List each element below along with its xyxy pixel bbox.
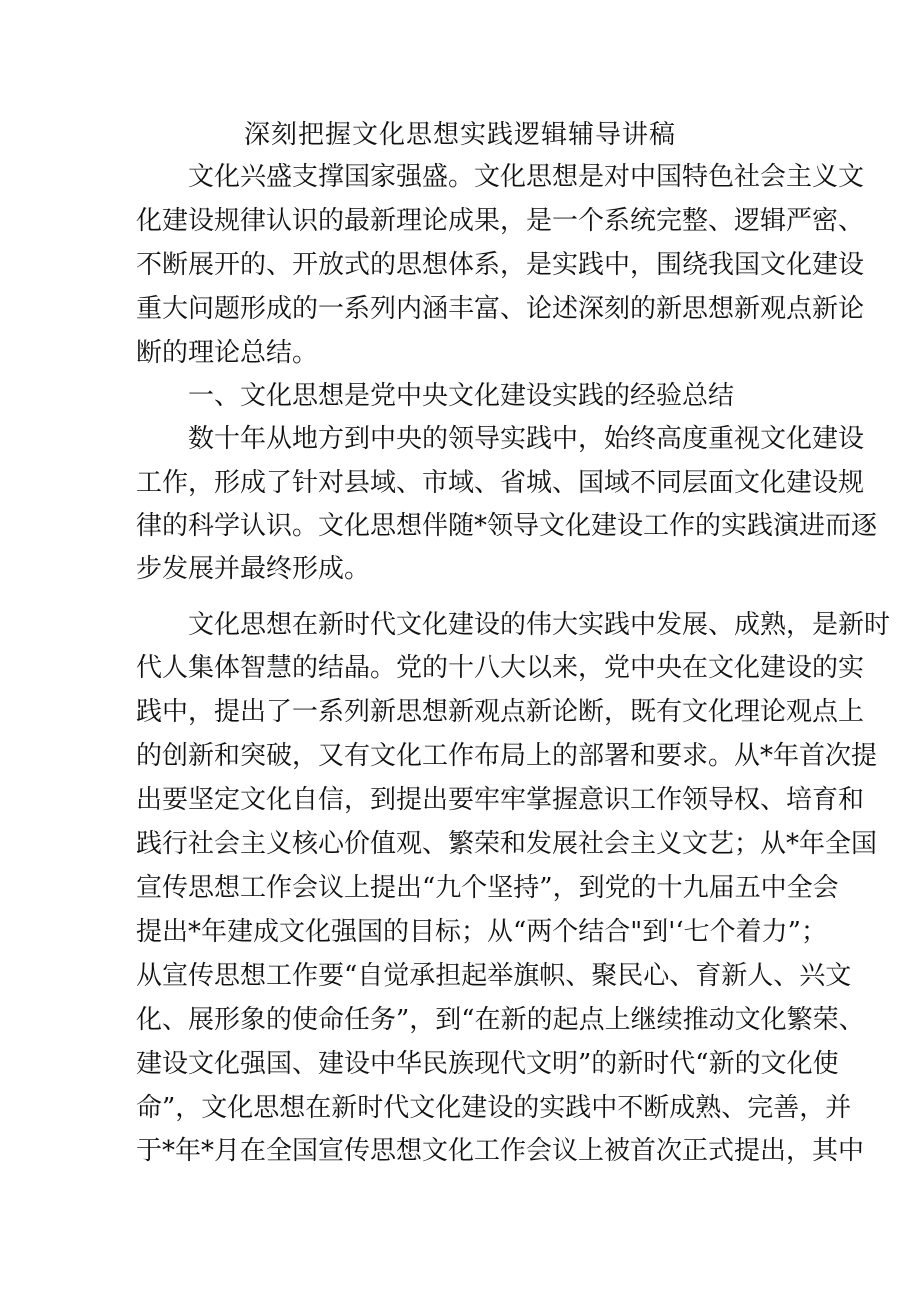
paragraph-line: 提出*年建成文化强国的目标；从“两个结合"到'‘七个着力”；	[136, 917, 827, 947]
document-title: 深刻把握文化思想实践逻辑辅导讲稿	[243, 120, 676, 150]
paragraph-line: 步发展并最终形成。	[136, 554, 371, 584]
paragraph-line: 律的科学认识。文化思想伴随*领导文化建设工作的实践演进而逐	[136, 511, 878, 541]
section-heading: 一、文化思想是党中央文化建设实践的经验总结	[188, 381, 735, 411]
paragraph-line: 践中，提出了一系列新思想新观点新论断，既有文化理论观点上	[136, 697, 865, 727]
paragraph-line: 工作，形成了针对县域、市域、省城、国域不同层面文化建设规	[136, 468, 865, 498]
paragraph-line: 不断展开的、开放式的思想体系，是实践中，围绕我国文化建设	[136, 250, 865, 280]
paragraph-line: 断的理论总结。	[136, 338, 319, 368]
paragraph-line: 出要坚定文化自信，到提出要牢牢掌握意识工作领导权、培育和	[136, 785, 865, 815]
paragraph-line: 重大问题形成的一系列内涵丰富、论述深刻的新思想新观点新论	[136, 294, 865, 324]
paragraph-line: 于*年*月在全国宣传思想文化工作会议上被首次正式提出，其中	[136, 1136, 865, 1166]
paragraph-line: 的创新和突破，又有文化工作布局上的部署和要求。从*年首次提	[136, 741, 878, 771]
paragraph-line: 文化兴盛支撑国家强盛。文化思想是对中国特色社会主义文	[188, 162, 865, 192]
paragraph-line: 建设文化强国、建设中华民族现代文明”的新时代“新的文化使	[136, 1049, 839, 1079]
paragraph-line: 化、展形象的使命任务”，到“在新的起点上继续推动文化繁荣、	[136, 1005, 865, 1035]
paragraph-line: 代人集体智慧的结晶。党的十八大以来，党中央在文化建设的实	[136, 653, 865, 683]
paragraph-line: 宣传思想工作会议上提出“九个坚持”，到党的十九届五中全会	[136, 873, 839, 903]
paragraph-line: 命”，文化思想在新时代文化建设的实践中不断成熟、完善，并	[136, 1093, 852, 1123]
paragraph-line: 从宣传思想工作要“自觉承担起举旗帜、聚民心、育新人、兴文	[136, 961, 852, 991]
paragraph-line: 化建设规律认识的最新理论成果，是一个系统完整、逻辑严密、	[136, 206, 865, 236]
paragraph-line: 践行社会主义核心价值观、繁荣和发展社会主义文艺；从*年全国	[136, 829, 878, 859]
paragraph-line: 数十年从地方到中央的领导实践中，始终高度重视文化建设	[188, 424, 865, 454]
paragraph-line: 文化思想在新时代文化建设的伟大实践中发展、成熟，是新时	[188, 610, 891, 640]
